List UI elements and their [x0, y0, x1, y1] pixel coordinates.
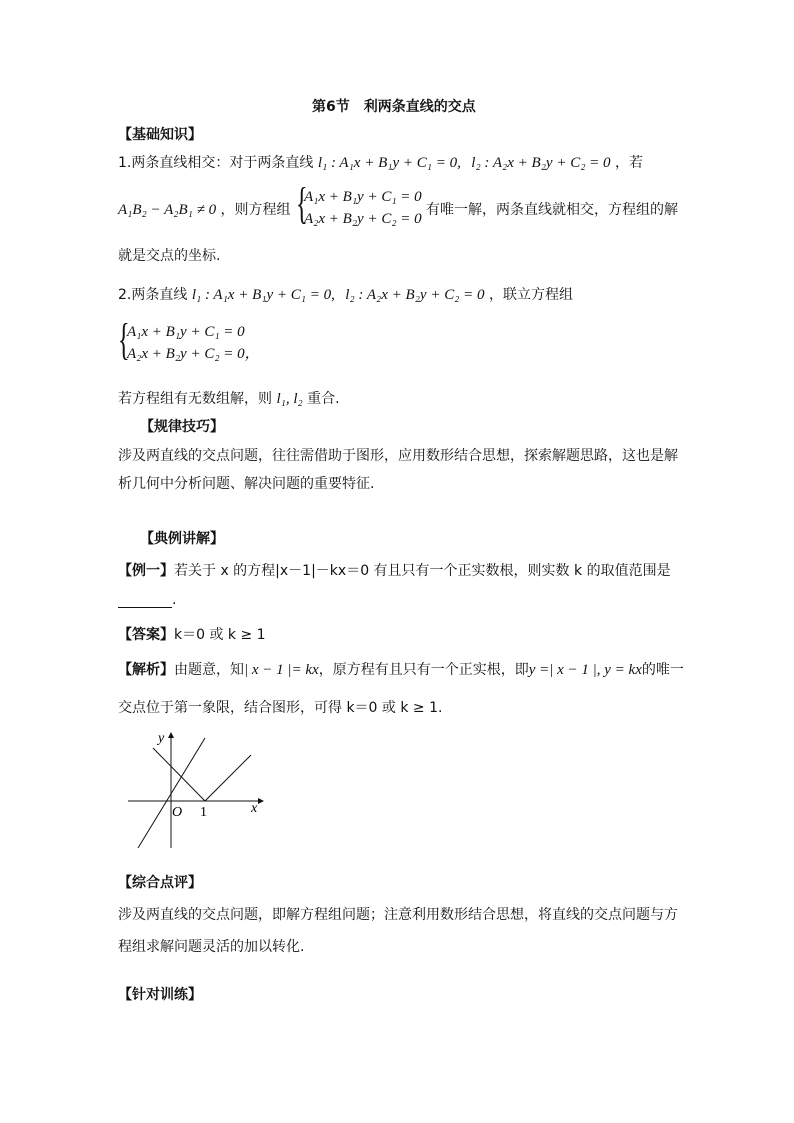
abs-graph-line: [153, 748, 251, 801]
section-review-heading: 【综合点评】: [118, 875, 202, 891]
p2-l1-equation: l₁ : A₁x + B₁y + C₁ = 0,: [191, 287, 335, 303]
analysis-b: | x − 1 |= kx: [244, 662, 319, 678]
p2-system: [127, 321, 260, 365]
y-axis-arrow-icon: [168, 732, 174, 738]
p1-system: [304, 186, 422, 230]
p2-result-a: 若方程组有无数组解，则: [118, 391, 272, 407]
p2-system-eq2-text: A₂x + B₂y + C₂ = 0: [127, 346, 245, 362]
p2-line1: [118, 284, 573, 304]
tips-line2: 析几何中分析问题、解决问题的重要特征.: [118, 476, 375, 492]
p1-system-eq1: A₁x + B₁y + C₁ = 0: [304, 189, 422, 205]
section-examples-heading: 【典例讲解】: [140, 531, 224, 547]
example-line: [118, 560, 671, 580]
tick-one-label: 1: [200, 805, 207, 820]
p2-lead: 2.两条直线: [118, 287, 188, 303]
answer-label: 【答案】: [118, 627, 174, 643]
example-label: 【例一】: [118, 563, 174, 579]
page-title: 第6节 利两条直线的交点: [312, 99, 476, 115]
p1-line1: [118, 152, 643, 172]
origin-label: O: [172, 805, 183, 820]
p1-l2-equation: l₂ : A₂x + B₂y + C₂ = 0: [471, 155, 611, 171]
p2-l2-equation: l₂ : A₂x + B₂y + C₂ = 0: [345, 287, 485, 303]
p1-system-eq2: A₂x + B₂y + C₂ = 0: [304, 211, 422, 227]
p2-result: [118, 388, 340, 408]
section-training-heading: 【针对训练】: [118, 987, 202, 1003]
example-answer-blank-line: [118, 592, 176, 608]
p1-condition-line: [118, 199, 291, 219]
answer-line: [118, 624, 266, 644]
tips-line1: 涉及两直线的交点问题，往往需借助于图形，应用数形结合思想，探索解题思路，这也是解: [118, 448, 678, 464]
analysis-label: 【解析】: [118, 662, 174, 678]
example-text: 若关于 x 的方程|x－1|－kx＝0 有且只有一个正实数根，则实数 k 的取值范围是: [174, 563, 671, 579]
answer-text: k＝0 或 k ≥ 1: [174, 627, 266, 643]
y-axis-label: y: [158, 731, 165, 746]
x-axis-arrow-icon: [258, 798, 264, 804]
p1-after: 有唯一解，两条直线就相交，方程组的解: [426, 202, 678, 218]
p2-brace: {: [118, 315, 130, 364]
p1-lead: 1.两条直线相交：对于两条直线: [118, 155, 314, 171]
example-end: .: [172, 592, 177, 608]
p2-system-comma: ，: [244, 346, 260, 362]
p2-result-lines: l₁, l₂: [276, 391, 303, 407]
analysis-a: 由题意，知: [174, 662, 244, 678]
analysis-e: 的唯一: [641, 662, 684, 678]
p1-condition: A₁B₂ − A₂B₁ ≠ 0: [118, 202, 217, 218]
p2-system-eq2: [127, 343, 260, 365]
p2-after: ，联立方程组: [489, 287, 573, 303]
p1-brace: {: [296, 179, 308, 228]
analysis-line1: [118, 659, 684, 679]
p1-line3: 就是交点的坐标.: [118, 248, 221, 264]
section-tips-heading: 【规律技巧】: [140, 419, 224, 435]
p1-l1-equation: l₁ : A₁x + B₁y + C₁ = 0,: [317, 155, 461, 171]
x-axis-label: x: [251, 801, 258, 816]
review-line1: 涉及两直线的交点问题，即解方程组问题；注意利用数形结合思想，将直线的交点问题与方: [118, 907, 678, 923]
function-graph: [118, 728, 268, 853]
p1-then: ，则方程组: [220, 202, 291, 218]
review-line2: 程组求解问题灵活的加以转化.: [118, 939, 305, 955]
p1-ruo: ，若: [615, 155, 643, 171]
answer-blank: [118, 593, 172, 608]
p2-system-eq1: A₁x + B₁y + C₁ = 0: [127, 324, 245, 340]
analysis-line2: 交点位于第一象限，结合图形，可得 k＝0 或 k ≥ 1.: [118, 700, 443, 716]
analysis-d: y =| x − 1 |, y = kx: [528, 662, 642, 678]
section-basic-heading: 【基础知识】: [118, 127, 202, 143]
analysis-c: ，原方程有且只有一个正实根，即: [318, 662, 529, 678]
p2-result-c: 重合.: [307, 391, 340, 407]
